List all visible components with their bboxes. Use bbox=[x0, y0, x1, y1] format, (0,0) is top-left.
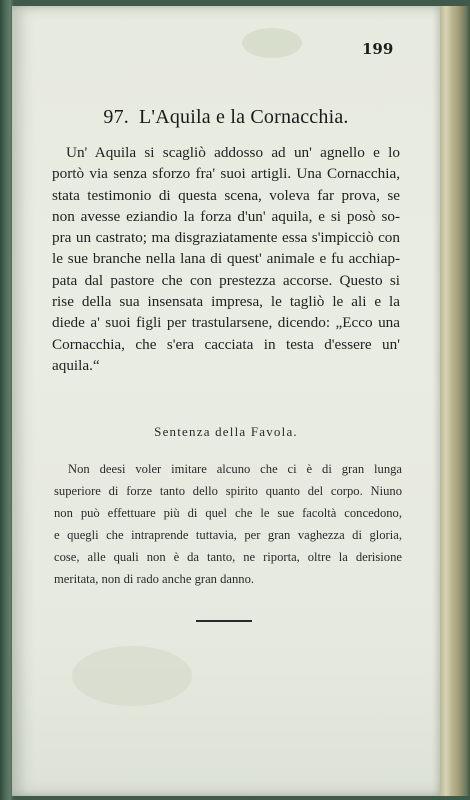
paper-stain bbox=[72, 646, 192, 706]
fable-line: le sue branche nella lana di quest' animale e fu acchiap- bbox=[52, 250, 400, 268]
fable-line: portò via senza sforzo fra' suoi artigli. Una Cornacchia, bbox=[52, 165, 400, 183]
book-page bbox=[12, 6, 440, 796]
section-divider bbox=[196, 620, 252, 622]
fable-line: rise della sua insensata impresa, le tagliò le ali e la bbox=[52, 293, 400, 311]
fable-line: pata dal pastore che con prestezza accorse. Questo si bbox=[52, 271, 400, 289]
fable-line: diede a' suoi figli per trastularsene, dicendo: „Ecco una bbox=[52, 314, 400, 332]
moral-line: non può effettuare più di quel che le sue facoltà concedono, bbox=[54, 506, 402, 520]
moral-line: Non deesi voler imitare alcuno che ci è di gran lunga bbox=[68, 462, 402, 476]
fable-line: stata testimonio di questa scena, voleva far prova, se bbox=[52, 186, 400, 204]
fable-line: aquila.“ bbox=[52, 356, 100, 374]
fable-line: Un' Aquila si scagliò addosso ad un' agnello e lo bbox=[66, 144, 400, 161]
moral-line: meritata, non di rado anche gran danno. bbox=[54, 572, 255, 586]
moral-line: e quegli che intraprende tuttavia, per gran vaghezza di gloria, bbox=[54, 528, 402, 542]
moral-heading: Sentenza della Favola. bbox=[154, 424, 298, 439]
paper-stain bbox=[242, 28, 302, 58]
fable-line: Cornacchia, che s'era cacciata in testa d'essere un' bbox=[52, 335, 400, 353]
page-fore-edge bbox=[440, 6, 470, 796]
fable-number: 97. bbox=[103, 106, 129, 128]
fable-line: non avesse eziandio la forza d'un' aquila, e si posò so- bbox=[52, 207, 400, 225]
page-number: 199 bbox=[362, 40, 394, 58]
moral-line: superiore di forze tanto dello spirito quanto del corpo. Niuno bbox=[54, 484, 402, 498]
fable-title-text: L'Aquila e la Cornacchia. bbox=[138, 106, 349, 128]
fable-line: pra un castrato; ma disgraziatamente essa s'impicciò con bbox=[52, 229, 400, 247]
moral-body bbox=[54, 458, 402, 590]
moral-line: cose, alle quali non è da tanto, ne riporta, oltre la derisione bbox=[54, 550, 402, 564]
fable-title bbox=[12, 106, 440, 129]
fable-body bbox=[52, 142, 400, 376]
